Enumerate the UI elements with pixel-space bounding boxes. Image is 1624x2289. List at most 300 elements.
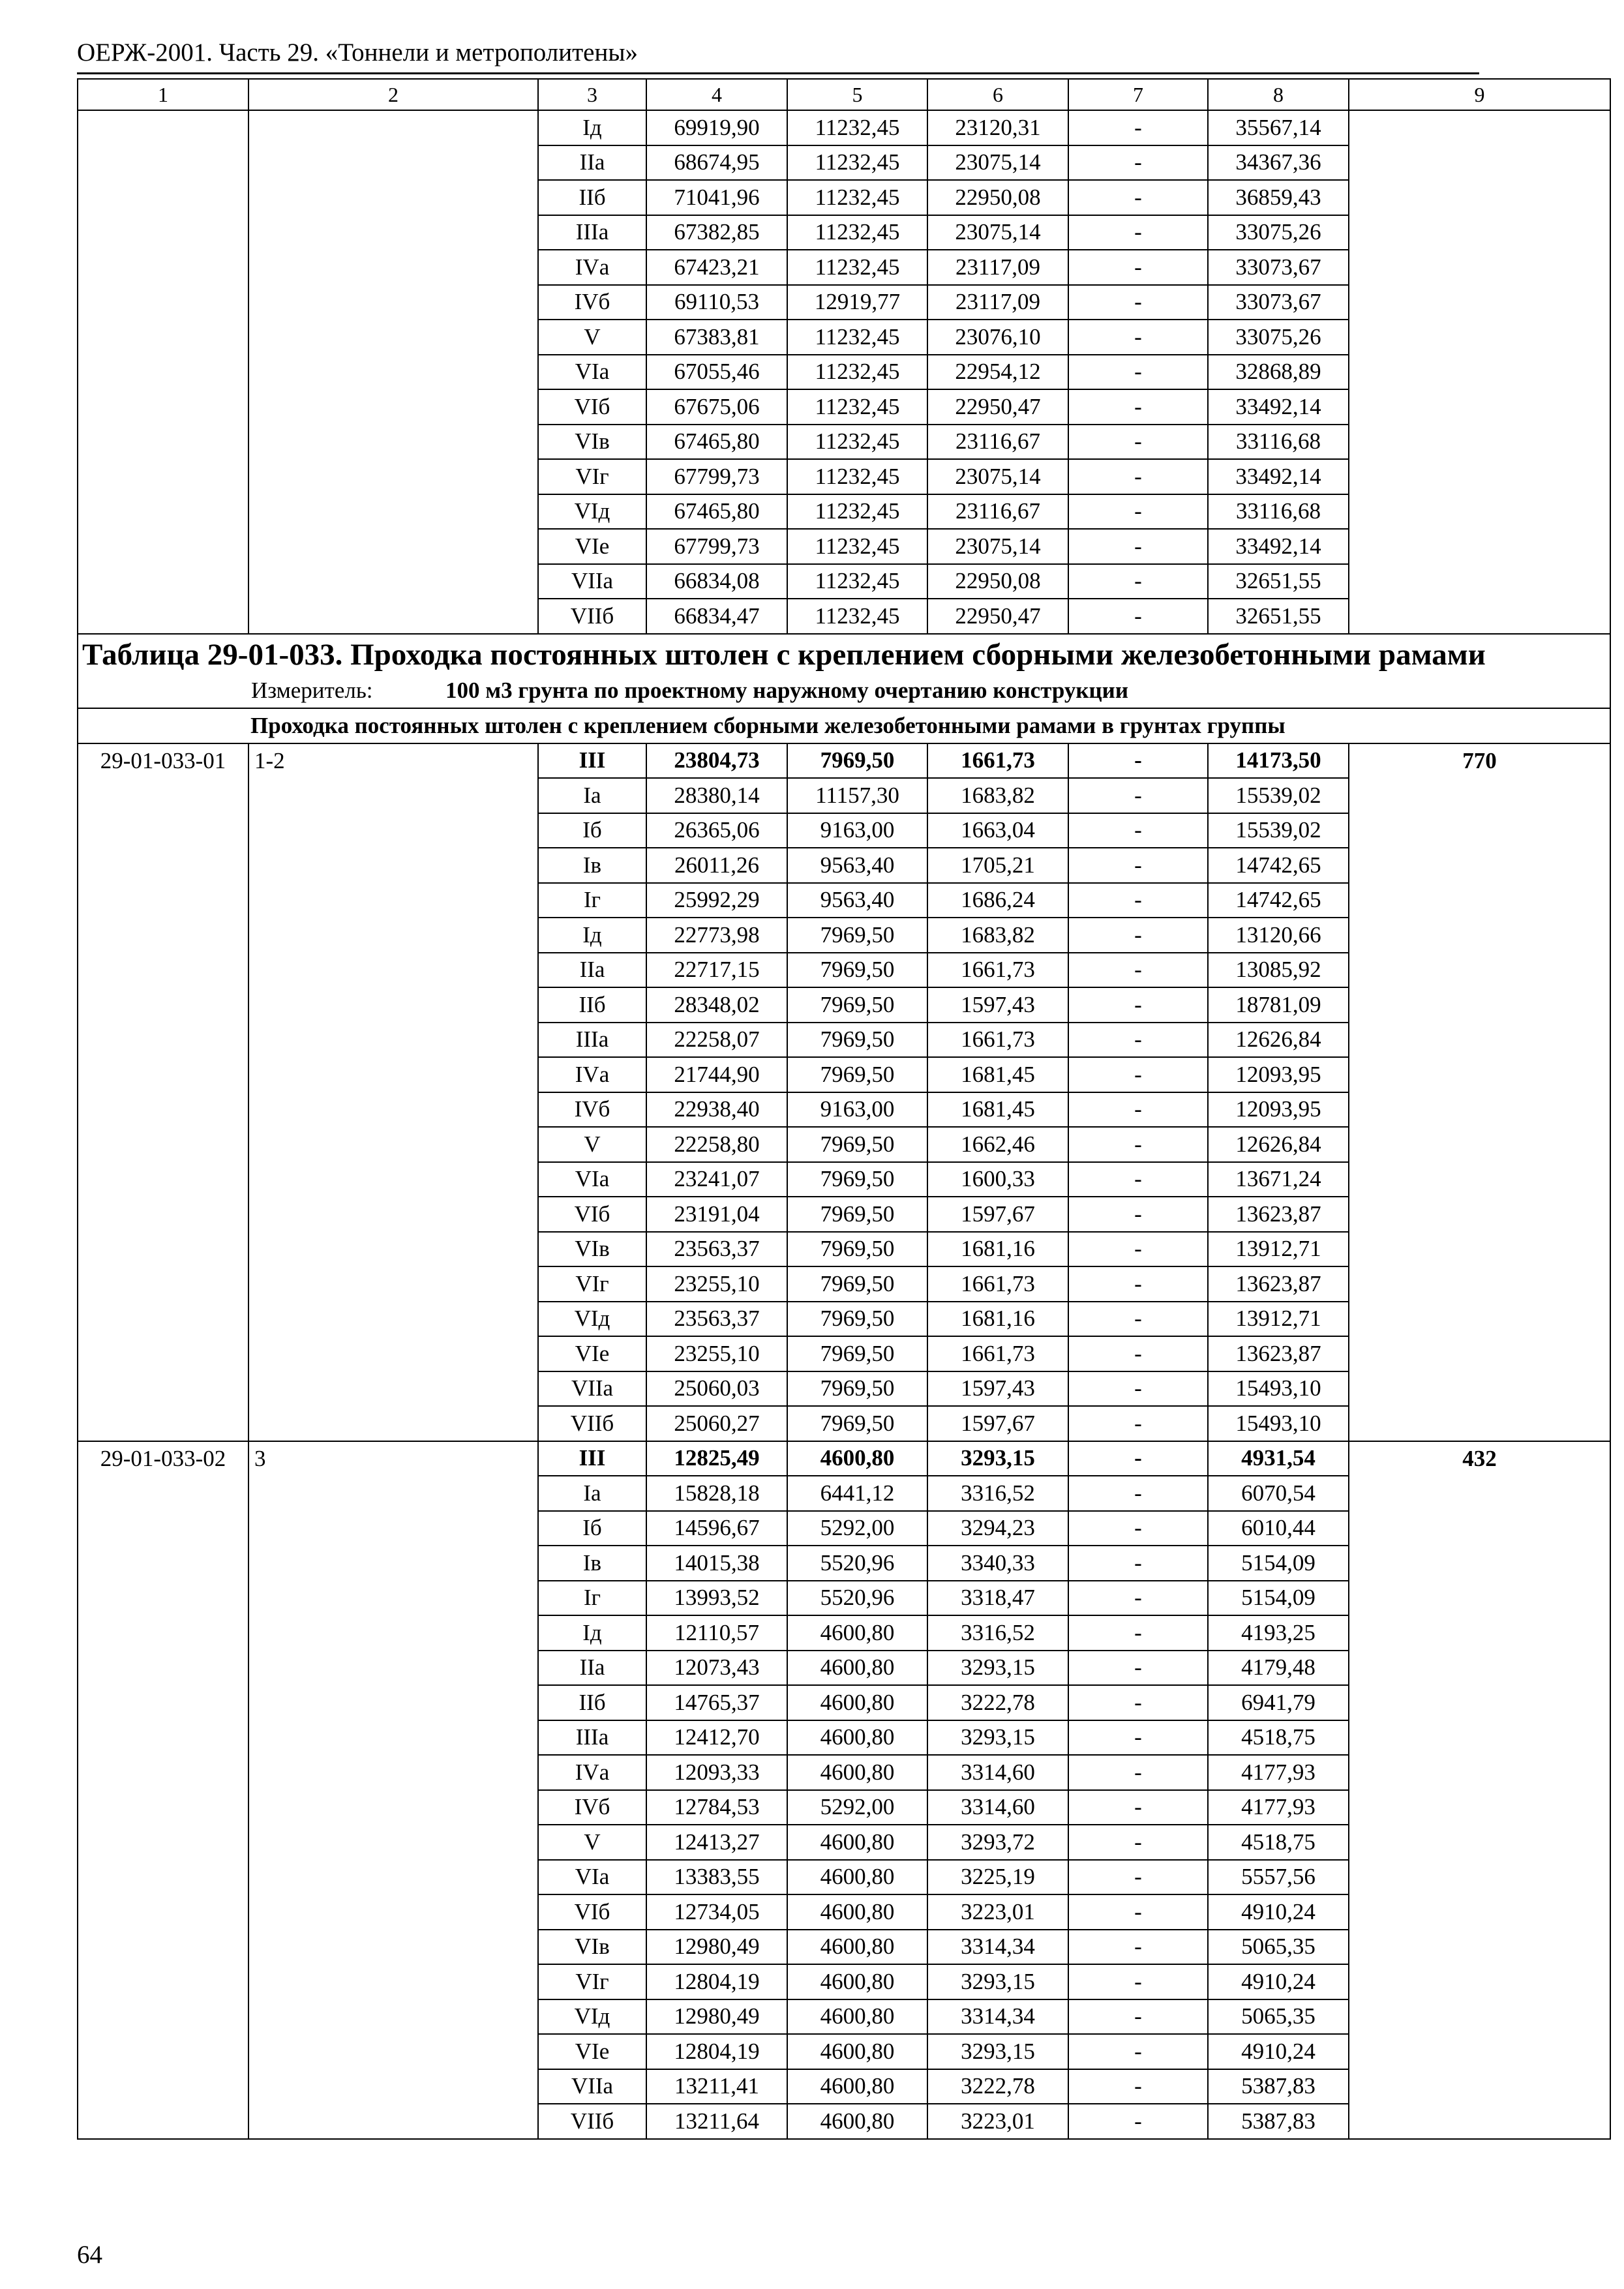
value-cell: 22258,80 <box>646 1127 787 1162</box>
measure-label: Измеритель: <box>251 677 373 703</box>
value-cell: 13623,87 <box>1208 1336 1349 1371</box>
value-cell: 23241,07 <box>646 1162 787 1197</box>
value-cell: - <box>1068 1162 1208 1197</box>
soil-category-cell: Iб <box>538 813 646 848</box>
value-cell: - <box>1068 110 1208 145</box>
value-cell: 32651,55 <box>1208 564 1349 599</box>
value-cell: 7969,50 <box>787 1127 927 1162</box>
value-cell: 4179,48 <box>1208 1651 1349 1686</box>
value-cell: 12073,43 <box>646 1651 787 1686</box>
value-cell: 1663,04 <box>927 813 1068 848</box>
value-cell: 5154,09 <box>1208 1581 1349 1616</box>
value-cell: 1597,67 <box>927 1406 1068 1441</box>
value-cell: 5154,09 <box>1208 1546 1349 1581</box>
measure-line <box>78 672 1610 708</box>
item-code: 29-01-033-02 <box>78 1441 248 2139</box>
value-cell: 12626,84 <box>1208 1127 1349 1162</box>
value-cell: 22258,07 <box>646 1023 787 1058</box>
value-cell: - <box>1068 778 1208 813</box>
value-cell: 15828,18 <box>646 1476 787 1511</box>
value-cell: 4600,80 <box>787 1651 927 1686</box>
soil-category-cell: VIIб <box>538 599 646 634</box>
value-cell: 7969,50 <box>787 1302 927 1337</box>
soil-category-cell: IIа <box>538 953 646 988</box>
value-cell: - <box>1068 1197 1208 1232</box>
value-cell: 7969,50 <box>787 1197 927 1232</box>
value-cell: 4600,80 <box>787 2104 927 2139</box>
value-cell: - <box>1068 564 1208 599</box>
value-cell: 4600,80 <box>787 1894 927 1930</box>
value-cell: - <box>1068 1406 1208 1441</box>
value-cell: 6070,54 <box>1208 1476 1349 1511</box>
value-cell: 23120,31 <box>927 110 1068 145</box>
value-cell: 18781,09 <box>1208 987 1349 1023</box>
value-cell: 5065,35 <box>1208 1999 1349 2035</box>
value-cell: 3293,15 <box>927 1651 1068 1686</box>
soil-category-cell: Iг <box>538 1581 646 1616</box>
subheading-row <box>78 708 1610 743</box>
value-cell: 22950,47 <box>927 599 1068 634</box>
value-cell: 14765,37 <box>646 1685 787 1720</box>
value-cell: 1681,45 <box>927 1092 1068 1128</box>
value-cell: - <box>1068 953 1208 988</box>
value-cell: 14015,38 <box>646 1546 787 1581</box>
value-cell: 11232,45 <box>787 599 927 634</box>
value-cell: 3314,60 <box>927 1755 1068 1790</box>
measure-value: 100 м3 грунта по проектному наружному очертанию конструкции <box>445 677 1128 703</box>
soil-category-cell: VIг <box>538 459 646 494</box>
value-cell: - <box>1068 1127 1208 1162</box>
value-cell: 4518,75 <box>1208 1720 1349 1756</box>
value-cell: - <box>1068 145 1208 181</box>
table-title: Таблица 29-01-033. Проходка постоянных штолен с креплением сборными железобетонными рамами <box>82 637 1486 672</box>
value-cell: - <box>1068 1336 1208 1371</box>
value-cell: - <box>1068 1720 1208 1756</box>
value-cell: 12093,33 <box>646 1755 787 1790</box>
value-cell: 11232,45 <box>787 564 927 599</box>
value-cell: 3223,01 <box>927 1894 1068 1930</box>
column-number: 7 <box>1068 79 1208 110</box>
value-cell: - <box>1068 2034 1208 2069</box>
soil-category-cell: VIв <box>538 425 646 460</box>
value-cell: 23255,10 <box>646 1336 787 1371</box>
value-cell: 36859,43 <box>1208 180 1349 215</box>
soil-category-cell: V <box>538 1127 646 1162</box>
value-cell: 1686,24 <box>927 883 1068 918</box>
value-cell: 69919,90 <box>646 110 787 145</box>
value-cell: 3293,15 <box>927 1964 1068 1999</box>
soil-category-cell: IIб <box>538 180 646 215</box>
value-cell: 13623,87 <box>1208 1266 1349 1302</box>
value-cell: 23075,14 <box>927 215 1068 250</box>
value-cell: 13120,66 <box>1208 918 1349 953</box>
value-cell: 12413,27 <box>646 1825 787 1860</box>
value-cell: - <box>1068 529 1208 564</box>
value-cell: 12734,05 <box>646 1894 787 1930</box>
value-cell: 25992,29 <box>646 883 787 918</box>
value-cell: 13211,64 <box>646 2104 787 2139</box>
soil-category-cell: VIв <box>538 1930 646 1965</box>
value-cell: 1597,43 <box>927 987 1068 1023</box>
value-cell: 6941,79 <box>1208 1685 1349 1720</box>
value-cell: 11232,45 <box>787 425 927 460</box>
item-multiplier: 432 <box>1349 1441 1610 2139</box>
value-cell: 1600,33 <box>927 1162 1068 1197</box>
value-cell: - <box>1068 494 1208 530</box>
value-cell: 12110,57 <box>646 1615 787 1651</box>
value-cell: 9563,40 <box>787 848 927 883</box>
value-cell: 12919,77 <box>787 285 927 320</box>
rates-table <box>77 78 1611 2140</box>
value-cell: 11232,45 <box>787 494 927 530</box>
value-cell: 7969,50 <box>787 1266 927 1302</box>
value-cell: - <box>1068 320 1208 355</box>
value-cell: - <box>1068 215 1208 250</box>
value-cell: - <box>1068 1825 1208 1860</box>
value-cell: 1597,43 <box>927 1371 1068 1407</box>
value-cell: 12093,95 <box>1208 1057 1349 1092</box>
value-cell: 67423,21 <box>646 250 787 285</box>
soil-category-cell: IIа <box>538 1651 646 1686</box>
value-cell: 3222,78 <box>927 2069 1068 2104</box>
value-cell: 23804,73 <box>646 743 787 779</box>
value-cell: 23116,67 <box>927 425 1068 460</box>
value-cell: 14742,65 <box>1208 883 1349 918</box>
value-cell: 22954,12 <box>927 355 1068 390</box>
value-cell: - <box>1068 1092 1208 1128</box>
soil-category-cell: VIе <box>538 529 646 564</box>
value-cell: 34367,36 <box>1208 145 1349 181</box>
value-cell: 12825,49 <box>646 1441 787 1476</box>
value-cell: 1661,73 <box>927 1336 1068 1371</box>
value-cell: 33492,14 <box>1208 389 1349 425</box>
column-number: 4 <box>646 79 787 110</box>
value-cell: 23116,67 <box>927 494 1068 530</box>
value-cell: 6441,12 <box>787 1476 927 1511</box>
value-cell: 32651,55 <box>1208 599 1349 634</box>
soil-category-cell: VIе <box>538 2034 646 2069</box>
soil-category-cell: VIIа <box>538 564 646 599</box>
value-cell: - <box>1068 987 1208 1023</box>
soil-category-cell: IIIа <box>538 215 646 250</box>
soil-category-cell: VIб <box>538 389 646 425</box>
value-cell: - <box>1068 1999 1208 2035</box>
value-cell: 4600,80 <box>787 1441 927 1476</box>
value-cell: 33073,67 <box>1208 285 1349 320</box>
soil-category-cell: Iд <box>538 110 646 145</box>
value-cell: - <box>1068 1546 1208 1581</box>
value-cell: 5557,56 <box>1208 1860 1349 1895</box>
soil-category-cell: V <box>538 1825 646 1860</box>
value-cell: - <box>1068 1755 1208 1790</box>
soil-category-cell: VIIб <box>538 1406 646 1441</box>
value-cell: 4600,80 <box>787 1930 927 1965</box>
value-cell: - <box>1068 1581 1208 1616</box>
value-cell: 1705,21 <box>927 848 1068 883</box>
value-cell: - <box>1068 1860 1208 1895</box>
value-cell: - <box>1068 285 1208 320</box>
value-cell: - <box>1068 1302 1208 1337</box>
soil-category-cell: VIIб <box>538 2104 646 2139</box>
value-cell: 13912,71 <box>1208 1232 1349 1267</box>
value-cell: 35567,14 <box>1208 110 1349 145</box>
value-cell: 13623,87 <box>1208 1197 1349 1232</box>
value-cell: 26365,06 <box>646 813 787 848</box>
value-cell: 22717,15 <box>646 953 787 988</box>
group-cell <box>248 110 538 634</box>
value-cell: 67465,80 <box>646 425 787 460</box>
value-cell: - <box>1068 180 1208 215</box>
value-cell: 67465,80 <box>646 494 787 530</box>
soil-category-cell: Iв <box>538 848 646 883</box>
soil-category-cell: IVа <box>538 1057 646 1092</box>
column-number-row <box>78 79 1610 110</box>
value-cell: - <box>1068 1266 1208 1302</box>
value-cell: 13211,41 <box>646 2069 787 2104</box>
column-number: 2 <box>248 79 538 110</box>
value-cell: 9563,40 <box>787 883 927 918</box>
value-cell: 1597,67 <box>927 1197 1068 1232</box>
value-cell: 33075,26 <box>1208 320 1349 355</box>
value-cell: 1662,46 <box>927 1127 1068 1162</box>
value-cell: 23191,04 <box>646 1197 787 1232</box>
code-cell <box>78 110 248 634</box>
value-cell: 23563,37 <box>646 1232 787 1267</box>
value-cell: 23563,37 <box>646 1302 787 1337</box>
table-title-row <box>78 634 1610 708</box>
value-cell: - <box>1068 1232 1208 1267</box>
value-cell: 21744,90 <box>646 1057 787 1092</box>
value-cell: 1681,16 <box>927 1302 1068 1337</box>
item-code: 29-01-033-01 <box>78 743 248 1441</box>
value-cell: - <box>1068 1685 1208 1720</box>
soil-category-cell: III <box>538 743 646 779</box>
value-cell: 11232,45 <box>787 320 927 355</box>
value-cell: 4910,24 <box>1208 2034 1349 2069</box>
value-cell: 67799,73 <box>646 459 787 494</box>
value-cell: - <box>1068 1441 1208 1476</box>
value-cell: 7969,50 <box>787 1057 927 1092</box>
value-cell: 4600,80 <box>787 1755 927 1790</box>
value-cell: 22950,08 <box>927 564 1068 599</box>
value-cell: 15493,10 <box>1208 1371 1349 1407</box>
soil-category-cell: Iа <box>538 778 646 813</box>
soil-category-cell: IIб <box>538 1685 646 1720</box>
value-cell: 5292,00 <box>787 1790 927 1825</box>
value-cell: 15539,02 <box>1208 778 1349 813</box>
soil-category-cell: IVа <box>538 1755 646 1790</box>
value-cell: - <box>1068 355 1208 390</box>
value-cell: - <box>1068 1615 1208 1651</box>
value-cell: 11157,30 <box>787 778 927 813</box>
value-cell: 5520,96 <box>787 1581 927 1616</box>
soil-category-cell: IVб <box>538 1790 646 1825</box>
value-cell: - <box>1068 1930 1208 1965</box>
soil-category-cell: VIIа <box>538 2069 646 2104</box>
value-cell: 23076,10 <box>927 320 1068 355</box>
value-cell: - <box>1068 599 1208 634</box>
value-cell: - <box>1068 1476 1208 1511</box>
value-cell: 1661,73 <box>927 1023 1068 1058</box>
item-group: 3 <box>248 1441 538 2139</box>
soil-category-cell: VIв <box>538 1232 646 1267</box>
item-group: 1-2 <box>248 743 538 1441</box>
value-cell: - <box>1068 813 1208 848</box>
table-title-block <box>78 634 1610 708</box>
value-cell: 66834,47 <box>646 599 787 634</box>
value-cell: 67055,46 <box>646 355 787 390</box>
value-cell: 11232,45 <box>787 180 927 215</box>
value-cell: 33073,67 <box>1208 250 1349 285</box>
value-cell: - <box>1068 1057 1208 1092</box>
value-cell: 7969,50 <box>787 918 927 953</box>
table-row <box>78 743 1610 779</box>
value-cell: 67799,73 <box>646 529 787 564</box>
soil-category-cell: VIб <box>538 1197 646 1232</box>
value-cell: 3318,47 <box>927 1581 1068 1616</box>
value-cell: 7969,50 <box>787 953 927 988</box>
value-cell: 1681,45 <box>927 1057 1068 1092</box>
value-cell: 3314,34 <box>927 1999 1068 2035</box>
value-cell: 4600,80 <box>787 2069 927 2104</box>
value-cell: 3316,52 <box>927 1476 1068 1511</box>
value-cell: 3293,72 <box>927 1825 1068 1860</box>
value-cell: 11232,45 <box>787 215 927 250</box>
value-cell: 4518,75 <box>1208 1825 1349 1860</box>
column-number: 6 <box>927 79 1068 110</box>
value-cell: - <box>1068 1023 1208 1058</box>
value-cell: 28380,14 <box>646 778 787 813</box>
soil-category-cell: VIе <box>538 1336 646 1371</box>
value-cell: 11232,45 <box>787 355 927 390</box>
value-cell: - <box>1068 1894 1208 1930</box>
table-subheading: Проходка постоянных штолен с креплением сборными железобетонными рамами в грунтах группы <box>78 708 1610 743</box>
soil-category-cell: Iд <box>538 1615 646 1651</box>
value-cell: 22950,08 <box>927 180 1068 215</box>
multiplier-cell <box>1349 110 1610 634</box>
value-cell: 5292,00 <box>787 1511 927 1546</box>
value-cell: 23255,10 <box>646 1266 787 1302</box>
value-cell: 33116,68 <box>1208 425 1349 460</box>
value-cell: 4600,80 <box>787 1825 927 1860</box>
value-cell: 1681,16 <box>927 1232 1068 1267</box>
table-row <box>78 1441 1610 1476</box>
soil-category-cell: Iб <box>538 1511 646 1546</box>
value-cell: 22950,47 <box>927 389 1068 425</box>
column-number: 3 <box>538 79 646 110</box>
value-cell: 22938,40 <box>646 1092 787 1128</box>
value-cell: 14742,65 <box>1208 848 1349 883</box>
soil-category-cell: Iг <box>538 883 646 918</box>
value-cell: 7969,50 <box>787 1371 927 1407</box>
value-cell: 12980,49 <box>646 1999 787 2035</box>
value-cell: 25060,27 <box>646 1406 787 1441</box>
soil-category-cell: IVа <box>538 250 646 285</box>
value-cell: 7969,50 <box>787 1232 927 1267</box>
value-cell: 4193,25 <box>1208 1615 1349 1651</box>
value-cell: 33492,14 <box>1208 529 1349 564</box>
value-cell: - <box>1068 1964 1208 1999</box>
soil-category-cell: VIа <box>538 1860 646 1895</box>
value-cell: 3222,78 <box>927 1685 1068 1720</box>
value-cell: 23075,14 <box>927 529 1068 564</box>
value-cell: 7969,50 <box>787 1336 927 1371</box>
value-cell: - <box>1068 250 1208 285</box>
value-cell: 7969,50 <box>787 1406 927 1441</box>
value-cell: 68674,95 <box>646 145 787 181</box>
value-cell: 3314,60 <box>927 1790 1068 1825</box>
value-cell: 32868,89 <box>1208 355 1349 390</box>
value-cell: 3293,15 <box>927 2034 1068 2069</box>
value-cell: 23075,14 <box>927 459 1068 494</box>
running-header: ОЕРЖ-2001. Часть 29. «Тоннели и метрополитены» <box>77 38 639 67</box>
value-cell: 12784,53 <box>646 1790 787 1825</box>
value-cell: 4600,80 <box>787 1685 927 1720</box>
value-cell: 11232,45 <box>787 529 927 564</box>
value-cell: 33116,68 <box>1208 494 1349 530</box>
value-cell: 7969,50 <box>787 743 927 779</box>
value-cell: 33075,26 <box>1208 215 1349 250</box>
value-cell: 11232,45 <box>787 110 927 145</box>
value-cell: 23117,09 <box>927 285 1068 320</box>
soil-category-cell: VIг <box>538 1266 646 1302</box>
page-number: 64 <box>77 2241 102 2269</box>
value-cell: 1683,82 <box>927 778 1068 813</box>
value-cell: 4931,54 <box>1208 1441 1349 1476</box>
soil-category-cell: Iв <box>538 1546 646 1581</box>
value-cell: 11232,45 <box>787 145 927 181</box>
header-rule <box>77 72 1479 74</box>
soil-category-cell: Iа <box>538 1476 646 1511</box>
value-cell: - <box>1068 883 1208 918</box>
value-cell: 4600,80 <box>787 1999 927 2035</box>
value-cell: 6010,44 <box>1208 1511 1349 1546</box>
value-cell: 12804,19 <box>646 1964 787 1999</box>
value-cell: - <box>1068 459 1208 494</box>
value-cell: - <box>1068 848 1208 883</box>
soil-category-cell: IIб <box>538 987 646 1023</box>
value-cell: 33492,14 <box>1208 459 1349 494</box>
soil-category-cell: VIб <box>538 1894 646 1930</box>
value-cell: 67383,81 <box>646 320 787 355</box>
column-number: 1 <box>78 79 248 110</box>
value-cell: 3293,15 <box>927 1720 1068 1756</box>
soil-category-cell: IVб <box>538 1092 646 1128</box>
value-cell: 28348,02 <box>646 987 787 1023</box>
value-cell: - <box>1068 1371 1208 1407</box>
value-cell: 14596,67 <box>646 1511 787 1546</box>
value-cell: 11232,45 <box>787 250 927 285</box>
value-cell: 13085,92 <box>1208 953 1349 988</box>
soil-category-cell: IIIа <box>538 1720 646 1756</box>
value-cell: 25060,03 <box>646 1371 787 1407</box>
value-cell: - <box>1068 1511 1208 1546</box>
value-cell: 3294,23 <box>927 1511 1068 1546</box>
value-cell: - <box>1068 425 1208 460</box>
value-cell: - <box>1068 1790 1208 1825</box>
value-cell: 14173,50 <box>1208 743 1349 779</box>
soil-category-cell: IIIа <box>538 1023 646 1058</box>
value-cell: - <box>1068 2104 1208 2139</box>
item-multiplier: 770 <box>1349 743 1610 1441</box>
value-cell: 4600,80 <box>787 2034 927 2069</box>
value-cell: 3293,15 <box>927 1441 1068 1476</box>
column-number: 5 <box>787 79 927 110</box>
value-cell: 3316,52 <box>927 1615 1068 1651</box>
value-cell: 12804,19 <box>646 2034 787 2069</box>
column-number: 8 <box>1208 79 1349 110</box>
value-cell: 7969,50 <box>787 1023 927 1058</box>
